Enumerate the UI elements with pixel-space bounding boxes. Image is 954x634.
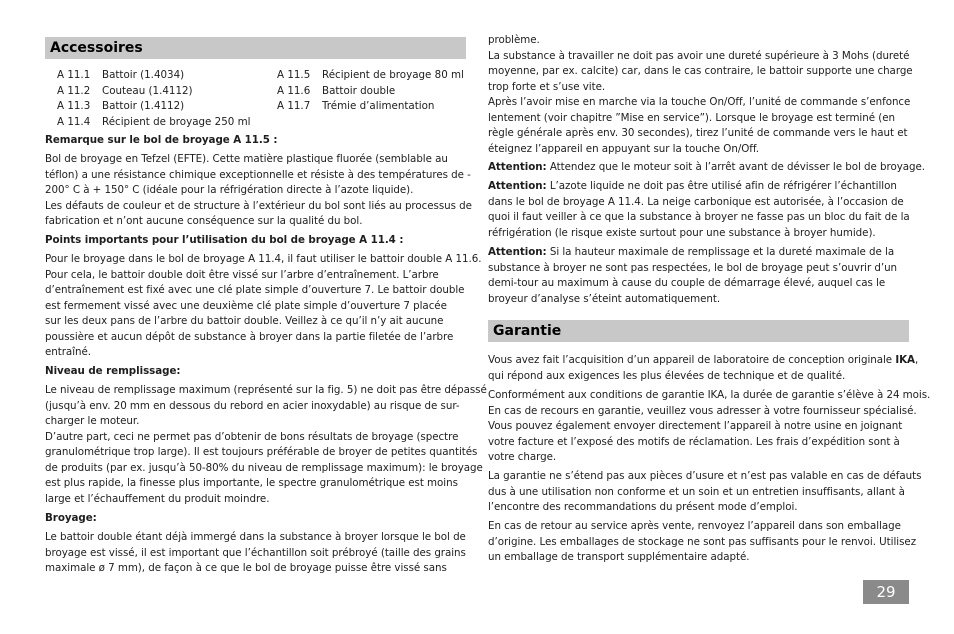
part-number: A 11.6 — [277, 84, 311, 97]
paragraph-line: Le niveau de remplissage maximum (représenté sur la fig. 5) ne doit pas être dépassé — [45, 384, 487, 396]
paragraph-line: Vous pouvez également envoyer directement l’appareil à notre usine en joignant — [488, 420, 903, 432]
paragraph-line: demi-tour au maximum à cause du couple de démarrage élevé, auquel cas le — [488, 277, 886, 289]
brand-name: IKA — [895, 354, 915, 366]
part-name: Couteau (1.4112) — [102, 84, 193, 97]
paragraph-line: La garantie ne s’étend pas aux pièces d’usure et n’est pas valable en cas de défauts — [488, 470, 922, 482]
paragraph-line: charger le moteur. — [45, 415, 140, 427]
points-heading: Points importants pour l’utilisation du bol de broyage A 11.4 : — [45, 234, 404, 246]
attention-text: L’azote liquide ne doit pas être utilisé afin de réfrigérer l’échantillon — [546, 180, 897, 192]
paragraph-line: d’entraînement est fixé avec une clé plate simple d’ouverture 7. Le battoir double — [45, 284, 465, 296]
paragraph-line: votre facture et l’exposé des motifs de réclamation. Les frais d’expédition sont à — [488, 435, 900, 448]
paragraph-line: problème. — [488, 34, 540, 46]
paragraph-line — [488, 353, 918, 369]
attention-note-3 — [488, 245, 894, 261]
paragraph-line: poussière et aucun dépôt de substance à broyer dans la partie filetée de l’arbre — [45, 330, 454, 343]
paragraph-line: est plus rapide, la finesse plus importante, le spectre granulométrique est moins — [45, 477, 458, 489]
broyage-heading: Broyage: — [45, 512, 97, 524]
garantie-heading — [488, 320, 909, 342]
paragraph-line: maximale ø 7 mm), de façon à ce que le bol de broyage puisse être vissé sans — [45, 562, 447, 574]
paragraph-line: broyeur d’analyse s’éteint automatiquement. — [488, 292, 721, 305]
paragraph-line: réfrigération (le risque existe surtout pour une substance à broyer humide). — [488, 226, 876, 239]
paragraph-line: moyenne, par ex. calcite) car, dans le cas contraire, le battoir supporte une charge — [488, 65, 913, 77]
paragraph-line: 200° C à + 150° C (idéale pour la réfrigération directe à l’azote liquide). — [45, 184, 414, 196]
part-name: Récipient de broyage 250 ml — [102, 115, 251, 128]
paragraph-line: broyage est vissé, il est important que l’échantillon soit prébroyé (taille des grains — [45, 546, 466, 559]
accessoires-title: Accessoires — [50, 40, 143, 56]
garantie-title: Garantie — [493, 323, 562, 339]
paragraph-line: Pour le broyage dans le bol de broyage A 11.4, il faut utiliser le battoir double A 11.6. — [45, 253, 482, 265]
part-number: A 11.1 — [57, 69, 91, 81]
part-number: A 11.4 — [57, 115, 91, 128]
paragraph-line: large et l’échauffement du produit moindre. — [45, 492, 270, 505]
paragraph-line: Les défauts de couleur et de structure à l’extérieur du bol sont liés au processus de — [45, 199, 472, 212]
paragraph-line: entraîné. — [45, 346, 91, 358]
paragraph-line: un emballage de transport supplémentaire adapté. — [488, 551, 750, 563]
paragraph-line: sur les deux pans de l’arbre du battoir double. Veillez à ce qu’il n’y ait aucune — [45, 315, 444, 327]
paragraph-line: dans le bol de broyage A 11.4. La neige carbonique est autorisée, à l’occasion de — [488, 195, 904, 208]
paragraph-line: téflon) a une résistance chimique exceptionnelle et résiste à des températures de - — [45, 168, 471, 181]
part-number: A 11.5 — [277, 69, 311, 81]
paragraph-line: lentement (voir chapitre ”Mise en service”). Lorsque le broyage est terminé (en — [488, 111, 895, 124]
part-number: A 11.7 — [277, 100, 311, 112]
paragraph-line: de produits (par ex. jusqu’à 50-80% du niveau de remplissage maximum): le broyage — [45, 461, 483, 474]
paragraph-line: fabrication et n’ont aucune conséquence sur la qualité du bol. — [45, 215, 363, 227]
paragraph-line: éteignez l’appareil en appuyant sur la touche On/Off. — [488, 142, 759, 155]
paragraph-line: Après l’avoir mise en marche via la touche On/Off, l’unité de commande s’enfonce — [488, 96, 911, 108]
part-name: Battoir double — [322, 84, 396, 97]
part-number: A 11.2 — [57, 84, 91, 97]
part-name: Battoir (1.4112) — [102, 100, 185, 112]
accessoires-heading — [45, 37, 466, 59]
remarque-heading: Remarque sur le bol de broyage A 11.5 : — [45, 134, 278, 146]
paragraph-line: D’autre part, ceci ne permet pas d’obtenir de bons résultats de broyage (spectre — [45, 430, 459, 443]
text-run: Vous avez fait l’acquisition d’un appareil de laboratoire de conception originale — [488, 354, 896, 366]
paragraph-line: Pour cela, le battoir double doit être vissé sur l’arbre d’entraînement. L’arbre — [45, 268, 439, 281]
paragraph-line: dus à une utilisation non conforme et un soin et un entretien insuffisants, allant à — [488, 485, 905, 498]
paragraph-line: Conformément aux conditions de garantie IKA, la durée de garantie s’élève à 24 mois. — [488, 389, 931, 401]
paragraph-line: l’encontre des recommandations du présent mode d’emploi. — [488, 501, 798, 513]
paragraph-line: est fermement vissé avec une deuxième clé plate simple d’ouverture 7 placée — [45, 299, 447, 312]
paragraph-line: La substance à travailler ne doit pas avoir une dureté supérieure à 3 Mohs (dureté — [488, 49, 910, 62]
attention-label: Attention: — [488, 161, 547, 173]
part-number: A 11.3 — [57, 100, 91, 112]
attention-label: Attention: — [488, 180, 547, 192]
attention-text: Attendez que le moteur soit à l’arrêt avant de dévisser le bol de broyage. — [546, 161, 925, 173]
paragraph-line: (jusqu’à env. 20 mm en dessous du rebord en acier inoxydable) au risque de sur- — [45, 399, 460, 412]
attention-label: Attention: — [488, 246, 547, 258]
paragraph-line: substance à broyer ne sont pas respectées, le bol de broyage peut s’ouvrir d’un — [488, 261, 898, 274]
text-run: , — [914, 354, 919, 366]
paragraph-line: En cas de retour au service après vente, renvoyez l’appareil dans son emballage — [488, 520, 901, 532]
paragraph-line: votre charge. — [488, 451, 557, 463]
paragraph-line: granulométrique trop large). Il est toujours préférable de broyer de petites quantités — [45, 446, 478, 458]
paragraph-line: règle générale après env. 30 secondes), tirez l’unité de commande vers le haut et — [488, 127, 908, 139]
attention-note-1 — [488, 160, 925, 176]
attention-text: Si la hauteur maximale de remplissage et la dureté maximale de la — [546, 246, 895, 258]
paragraph-line: qui répond aux exigences les plus élevées de technique et de qualité. — [488, 369, 846, 382]
niveau-heading: Niveau de remplissage: — [45, 365, 181, 377]
paragraph-line: quoi il faut veiller à ce que la substance à broyer ne fasse pas un bloc du fait de la — [488, 211, 910, 223]
paragraph-line: d’origine. Les emballages de stockage ne sont pas suffisants pour le renvoi. Utilisez — [488, 535, 917, 548]
paragraph-line: En cas de recours en garantie, veuillez vous adresser à votre fournisseur spécialisé. — [488, 404, 917, 417]
paragraph-line: trop forte et s’use vite. — [488, 80, 606, 93]
paragraph-line: Le battoir double étant déjà immergé dans la substance à broyer lorsque le bol de — [45, 531, 466, 543]
paragraph-line: Bol de broyage en Tefzel (EFTE). Cette matière plastique fluorée (semblable au — [45, 153, 448, 165]
attention-note-2 — [488, 179, 897, 195]
part-name: Récipient de broyage 80 ml — [322, 69, 464, 81]
part-name: Battoir (1.4034) — [102, 69, 185, 81]
part-name: Trémie d’alimentation — [322, 100, 435, 112]
page-number: 29 — [863, 580, 909, 604]
